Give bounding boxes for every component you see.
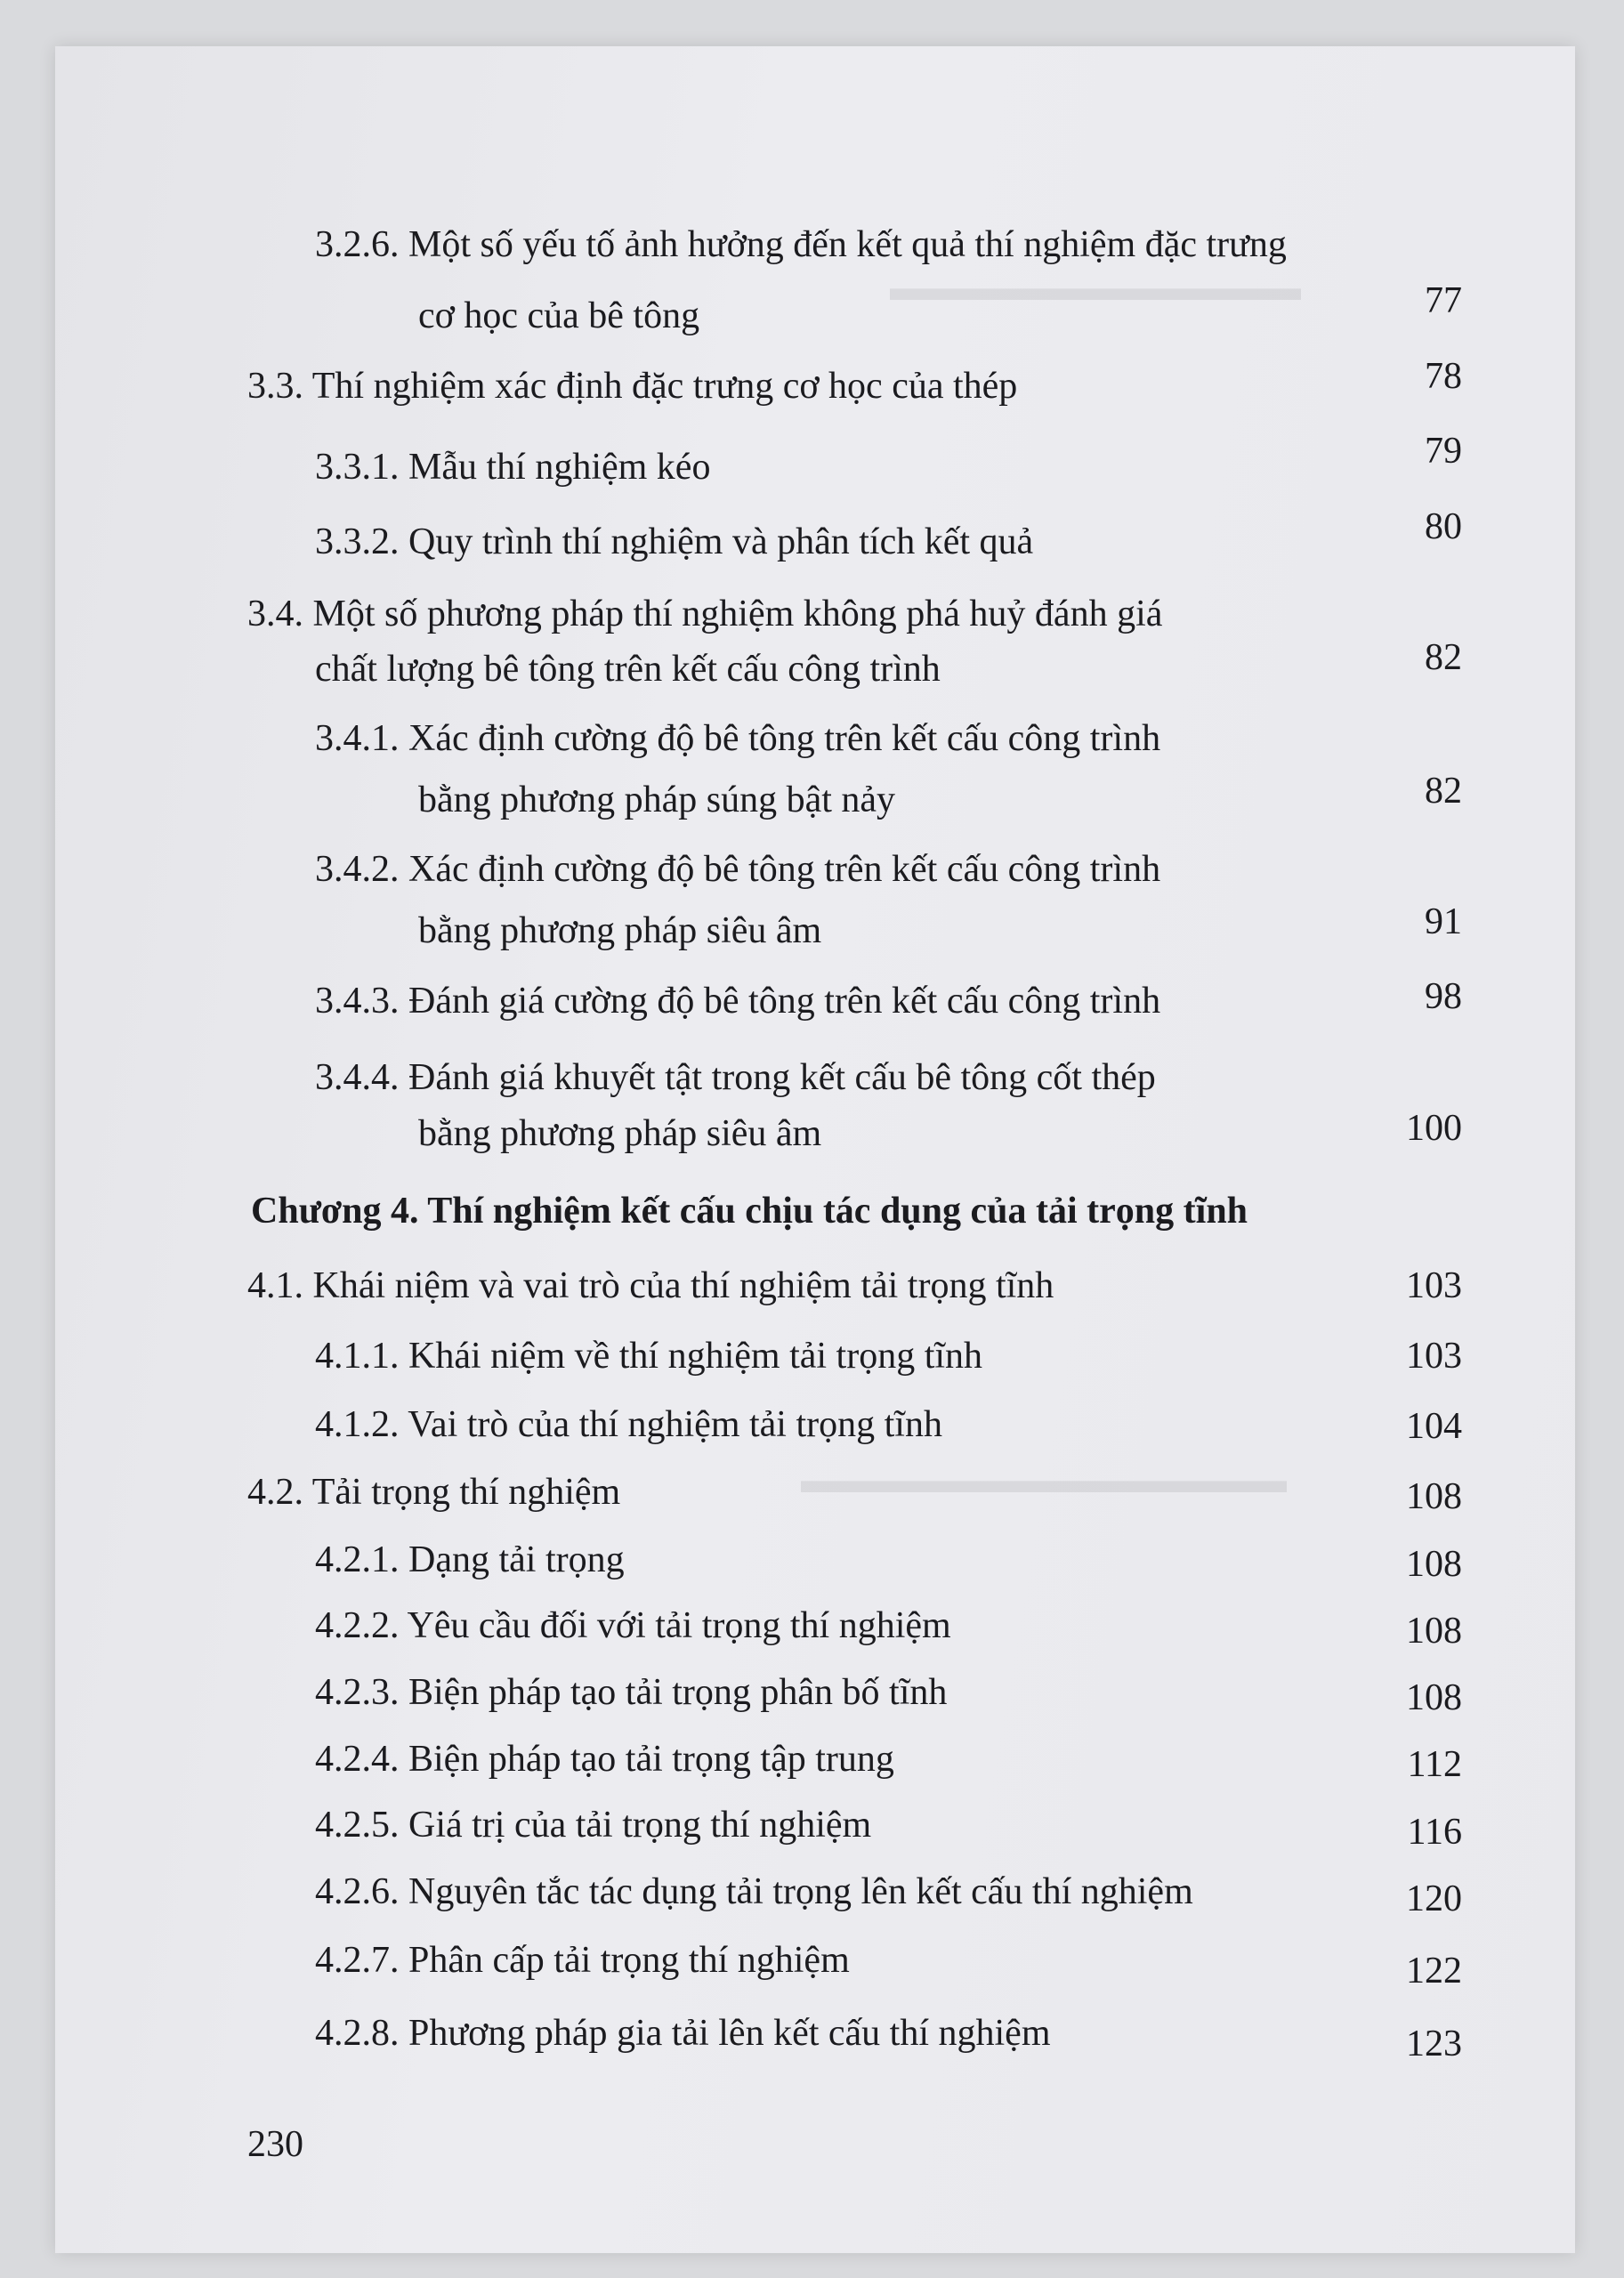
toc-entry-title: Vai trò của thí nghiệm tải trọng tĩnh (408, 1404, 942, 1445)
toc-entry-number: 3.4.1. (315, 718, 400, 759)
toc-entry-title: Yêu cầu đối với tải trọng thí nghiệm (407, 1605, 951, 1646)
toc-page-number: 122 (1406, 1951, 1462, 1991)
toc-page-number: 79 (1425, 431, 1462, 472)
toc-entry-4-2-6 (315, 1870, 1193, 1914)
toc-entry-title: Tải trọng thí nghiệm (311, 1472, 621, 1513)
toc-entry-number: 4.2.5. (315, 1805, 400, 1846)
toc-entry-4-2-7 (315, 1938, 850, 1983)
toc-entry-number: 3.4. (247, 594, 303, 634)
toc-page-number: 108 (1406, 1544, 1462, 1585)
toc-entry-title: Giá trị của tải trọng thí nghiệm (408, 1805, 872, 1846)
toc-entry-number: 4.2.3. (315, 1672, 400, 1713)
toc-entry-title: Xác định cường độ bê tông trên kết cấu công trình (408, 849, 1161, 890)
toc-entry-title: Biện pháp tạo tải trọng phân bố tĩnh (408, 1672, 948, 1713)
toc-entry-4-1 (247, 1264, 1054, 1308)
toc-page-number: 108 (1406, 1476, 1462, 1517)
toc-entry-4-2-5 (315, 1803, 871, 1847)
toc-entry-continuation: cơ học của bê tông (418, 295, 700, 336)
toc-entry-number: 4.2.1. (315, 1539, 400, 1580)
toc-entry-number: 3.3.2. (315, 521, 400, 562)
toc-entry-continuation: bằng phương pháp siêu âm (418, 910, 822, 951)
toc-entry-title: Khái niệm về thí nghiệm tải trọng tĩnh (408, 1336, 983, 1377)
toc-entry-number: 4.1.2. (315, 1404, 400, 1445)
toc-entry-number: 4.2.7. (315, 1940, 400, 1981)
toc-page-number: 103 (1406, 1336, 1462, 1377)
toc-entry-3-4-1 (315, 716, 1160, 761)
toc-entry-title: Quy trình thí nghiệm và phân tích kết quả (408, 521, 1034, 562)
toc-entry-number: 3.4.3. (315, 981, 400, 1022)
toc-entry-title: Đánh giá cường độ bê tông trên kết cấu công trình (408, 981, 1161, 1022)
toc-page-number: 91 (1425, 901, 1462, 942)
toc-entry-4-2-3 (315, 1670, 947, 1715)
toc-page-number: 108 (1406, 1611, 1462, 1652)
page-number: 230 (247, 2124, 303, 2165)
toc-entry-4-2-2 (315, 1603, 951, 1648)
toc-entry-4-2-4 (315, 1737, 894, 1781)
toc-entry-title: Khái niệm và vai trò của thí nghiệm tải trọng tĩnh (312, 1265, 1054, 1306)
toc-entry-3-4-3 (315, 979, 1160, 1023)
toc-page-number: 116 (1407, 1812, 1462, 1853)
toc-entry-number: 3.4.2. (315, 849, 400, 890)
toc-entry-4-1-2 (315, 1402, 942, 1447)
toc-entry-3-3 (247, 364, 1017, 408)
chapter-heading: Chương 4. Thí nghiệm kết cấu chịu tác dụng của tải trọng tĩnh (251, 1191, 1248, 1232)
toc-entry-3-2-6 (315, 222, 1287, 267)
toc-entry-number: 4.1. (247, 1265, 303, 1306)
toc-entry-number: 4.2.6. (315, 1871, 400, 1912)
toc-entry-title: Một số yếu tố ảnh hưởng đến kết quả thí nghiệm đặc trưng (408, 224, 1287, 265)
toc-page-number: 80 (1425, 506, 1462, 547)
toc-entry-number: 3.3.1. (315, 447, 400, 488)
toc-entry-4-2-8 (315, 2011, 1051, 2056)
toc-page-number: 120 (1406, 1878, 1462, 1919)
toc-entry-3-3-2 (315, 520, 1033, 564)
toc-entry-3-4 (247, 592, 1162, 636)
toc-entry-title: Biện pháp tạo tải trọng tập trung (408, 1739, 894, 1780)
toc-entry-4-2 (247, 1470, 620, 1515)
toc-page-number: 103 (1406, 1265, 1462, 1306)
toc-page-number: 78 (1425, 356, 1462, 397)
toc-entry-number: 3.2.6. (315, 224, 400, 265)
toc-entry-title: Một số phương pháp thí nghiệm không phá huỷ đánh giá (312, 594, 1163, 634)
toc-entry-continuation: bằng phương pháp súng bật nảy (418, 780, 896, 820)
bleed-through: ▬▬▬▬▬▬▬▬▬▬▬▬▬ (801, 1460, 1287, 1501)
toc-page-number: 108 (1406, 1677, 1462, 1718)
toc-entry-number: 4.2.4. (315, 1739, 400, 1780)
toc-entry-title: Xác định cường độ bê tông trên kết cấu công trình (408, 718, 1161, 759)
toc-page-number: 82 (1425, 637, 1462, 678)
toc-entry-number: 3.4.4. (315, 1057, 400, 1098)
toc-entry-3-3-1 (315, 445, 710, 489)
bleed-through: ▬▬▬▬▬▬▬▬▬▬▬ (890, 268, 1301, 309)
toc-page-number: 82 (1425, 771, 1462, 812)
toc-entry-number: 4.2.8. (315, 2013, 400, 2054)
toc-entry-continuation: bằng phương pháp siêu âm (418, 1113, 822, 1154)
toc-page-number: 98 (1425, 976, 1462, 1017)
toc-entry-number: 3.3. (247, 366, 303, 407)
toc-entry-title: Dạng tải trọng (408, 1539, 625, 1580)
toc-page-number: 100 (1406, 1108, 1462, 1149)
toc-entry-4-1-1 (315, 1334, 982, 1378)
toc-page-number: 112 (1407, 1744, 1462, 1785)
toc-entry-continuation: chất lượng bê tông trên kết cấu công trình (315, 649, 941, 690)
toc-page-number: 104 (1406, 1406, 1462, 1447)
toc-entry-4-2-1 (315, 1538, 625, 1582)
toc-entry-number: 4.2.2. (315, 1605, 400, 1646)
toc-entry-3-4-4 (315, 1055, 1156, 1100)
toc-entry-title: Phương pháp gia tải lên kết cấu thí nghiệm (408, 2013, 1051, 2054)
toc-entry-3-4-2 (315, 847, 1160, 892)
toc-page-number: 123 (1406, 2024, 1462, 2064)
toc-entry-number: 4.1.1. (315, 1336, 400, 1377)
toc-entry-title: Đánh giá khuyết tật trong kết cấu bê tông cốt thép (408, 1057, 1156, 1098)
toc-entry-title: Nguyên tắc tác dụng tải trọng lên kết cấu thí nghiệm (408, 1871, 1193, 1912)
toc-entry-title: Thí nghiệm xác định đặc trưng cơ học của thép (311, 366, 1018, 407)
toc-page-number: 77 (1425, 280, 1462, 321)
toc-entry-number: 4.2. (247, 1472, 303, 1513)
toc-entry-title: Mẫu thí nghiệm kéo (408, 447, 711, 488)
toc-entry-title: Phân cấp tải trọng thí nghiệm (408, 1940, 850, 1981)
